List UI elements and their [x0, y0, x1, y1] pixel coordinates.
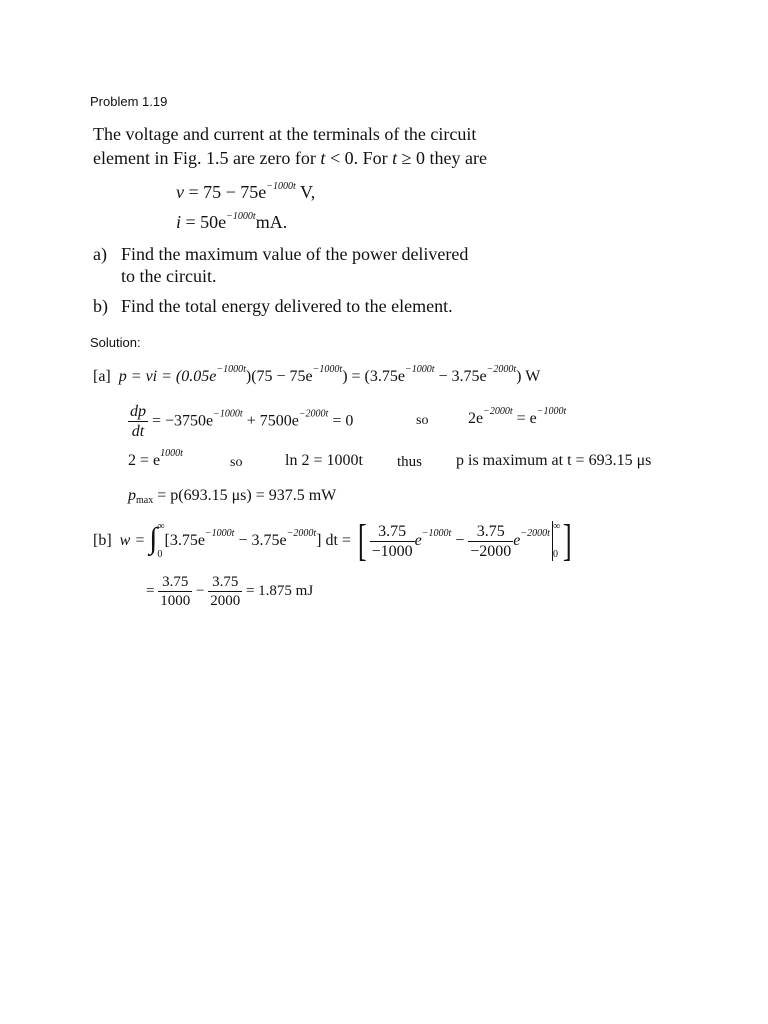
eq-text: = 50e — [185, 212, 227, 232]
eq-text: = 0 — [328, 412, 354, 430]
problem-text-fragment: ≥ 0 they are — [401, 148, 487, 168]
eq-text: )(75 − 75e — [245, 368, 313, 385]
frac-numerator: dp — [128, 402, 148, 422]
problem-text-line-2 — [93, 148, 487, 169]
solution-b-energy-equation — [93, 516, 575, 566]
euler-e: e — [513, 532, 521, 549]
frac-numerator: 3.75 — [208, 573, 242, 592]
eq-text: = e — [512, 410, 537, 427]
eq-exponent: −1000t — [312, 364, 343, 375]
eq-exponent: −1000t — [226, 211, 256, 222]
so-word: so — [230, 455, 243, 470]
solution-a-power-equation — [93, 364, 541, 386]
so-word: so — [416, 413, 429, 428]
eq-text: [3.75e — [164, 532, 205, 549]
part-a-line-1: Find the maximum value of the power delivered — [121, 244, 469, 264]
frac-denominator: 1000 — [160, 593, 191, 610]
eq-text: − 3.75e — [234, 532, 287, 549]
eq-exponent: −2000t — [298, 408, 329, 420]
eq-var: p — [128, 487, 136, 504]
frac-denominator: −2000 — [470, 542, 512, 560]
lower-limit: 0 — [157, 549, 163, 561]
upper-limit: ∞ — [157, 521, 165, 533]
eq-exponent: −2000t — [486, 364, 517, 375]
frac-denominator: dt — [131, 423, 145, 441]
eq-text: ] dt = — [316, 532, 351, 549]
eq-var: i — [176, 212, 182, 232]
part-label: [b] — [93, 532, 112, 549]
eq-exponent: −1000t — [213, 408, 243, 420]
eq-text: ) W — [516, 368, 541, 385]
eq-text: w = — [119, 532, 146, 549]
eq-exponent: 1000t — [160, 448, 183, 459]
euler-e: e — [414, 532, 422, 549]
fraction — [208, 573, 242, 610]
part-b-label: b) — [93, 296, 108, 316]
eq-text: = 75 − 75e — [188, 182, 267, 202]
derivative-fraction — [128, 402, 148, 441]
eq-exponent: −2000t — [286, 528, 317, 539]
frac-numerator: 3.75 — [158, 573, 192, 592]
integral-sign: ∫ — [149, 522, 158, 556]
eq-text: = p(693.15 μs) = 937.5 mW — [153, 487, 337, 504]
time-variable: t — [392, 148, 398, 168]
part-b-line-1: Find the total energy delivered to the element. — [121, 296, 453, 316]
fraction — [158, 573, 192, 610]
eq-var: v — [176, 182, 184, 202]
eq-exponent: −1000t — [404, 364, 435, 375]
eq-text: − 3.75e — [434, 368, 487, 385]
eq-unit: V, — [300, 182, 316, 202]
frac-numerator: 3.75 — [468, 522, 513, 542]
fraction — [468, 522, 513, 561]
eq-exponent: −1000t — [421, 528, 452, 539]
energy-result — [146, 568, 313, 614]
eq-text: = 1.875 mJ — [245, 583, 314, 599]
ln-step-2: ln 2 = 1000t — [285, 452, 363, 469]
eq-text: ) = (3.75e — [342, 368, 405, 385]
eq-operator: = — [146, 583, 155, 599]
part-a-label: a) — [93, 244, 107, 264]
derivative-equation — [128, 402, 353, 441]
fraction — [370, 522, 415, 561]
eq-text: + 7500e — [242, 412, 299, 430]
eq-text: 2 = e — [128, 452, 161, 469]
eq-exponent: −1000t — [216, 364, 246, 375]
part-label: [a] — [93, 368, 111, 385]
part-a-line-2: to the circuit. — [121, 266, 217, 286]
evaluation-bar — [552, 521, 553, 561]
upper-limit: ∞ — [552, 521, 561, 533]
eq-operator: − — [455, 532, 465, 549]
frac-denominator: −1000 — [371, 542, 413, 560]
eq-operator: − — [195, 583, 205, 599]
max-time-statement: p is maximum at t = 693.15 μs — [456, 452, 652, 469]
solution-heading: Solution: — [90, 335, 141, 350]
thus-word: thus — [397, 454, 423, 470]
eq-text: 2e — [468, 410, 484, 427]
problem-title: Problem 1.19 — [90, 94, 168, 109]
eq-exponent: −1000t — [266, 181, 296, 192]
eq-text: = −3750e — [152, 412, 214, 430]
eq-subscript: max — [136, 495, 154, 506]
exp-relation — [468, 406, 567, 428]
eq-exponent: −1000t — [204, 528, 235, 539]
eq-exponent: −2000t — [483, 406, 513, 417]
eq-text: p = vi = (0.05e — [118, 368, 217, 385]
left-bracket: [ — [357, 516, 367, 566]
lower-limit: 0 — [552, 549, 558, 561]
time-variable: t — [320, 148, 326, 168]
pmax-result — [128, 487, 336, 505]
right-bracket: ] — [563, 516, 572, 566]
problem-text-line-1: The voltage and current at the terminals of the circuit — [93, 124, 477, 144]
eq-exponent: −2000t — [520, 528, 550, 539]
ln-step-1 — [128, 448, 183, 470]
voltage-equation — [176, 182, 315, 203]
eq-exponent: −1000t — [536, 406, 567, 417]
eq-unit: mA. — [255, 212, 288, 232]
current-equation — [176, 212, 287, 233]
frac-denominator: 2000 — [210, 593, 241, 610]
frac-numerator: 3.75 — [370, 522, 415, 542]
problem-text-fragment: < 0. For — [329, 148, 388, 168]
evaluation-limits — [553, 522, 560, 560]
problem-text-fragment: element in Fig. 1.5 are zero for — [93, 148, 316, 168]
